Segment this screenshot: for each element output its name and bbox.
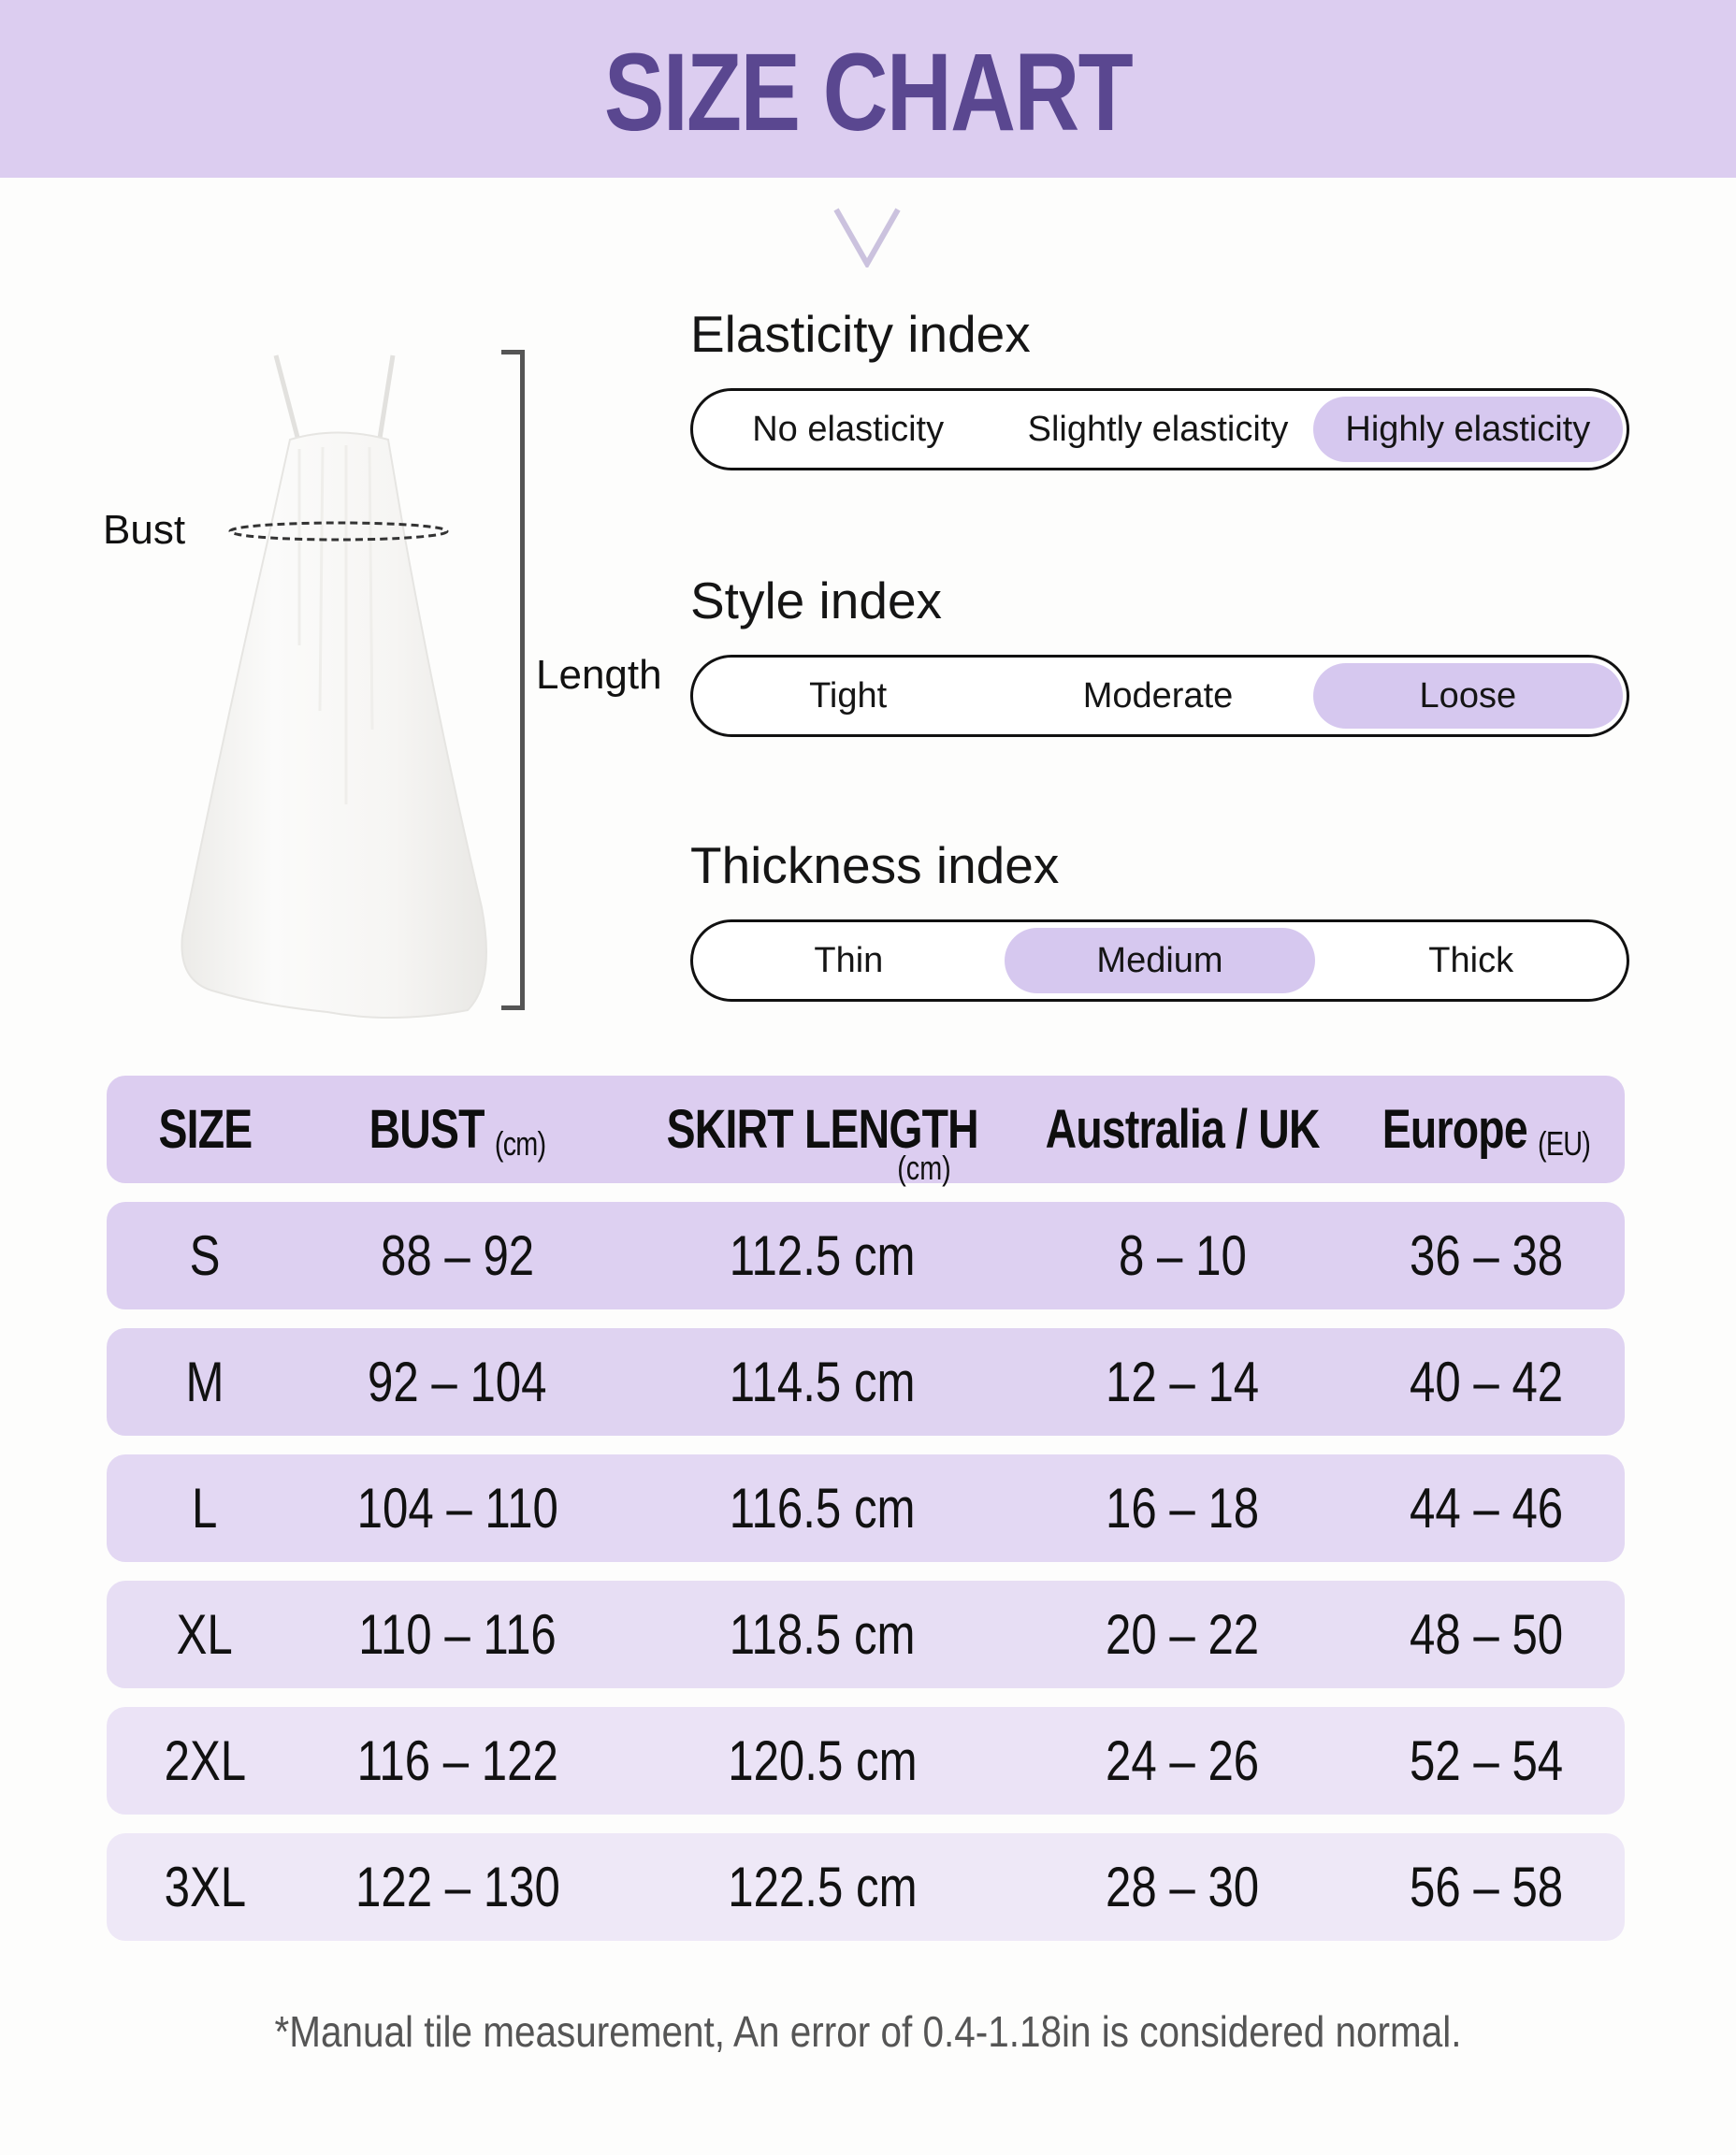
thickness-index-title: Thickness index (690, 836, 1060, 894)
cell-australia-uk: 20 – 22 (1105, 1603, 1260, 1666)
table-row (107, 1454, 1625, 1562)
header-europe-label: Europe (1382, 1099, 1527, 1160)
cell-europe: 40 – 42 (1409, 1351, 1564, 1413)
table-row (107, 1707, 1625, 1815)
page-title: SIZE CHART (603, 31, 1133, 154)
table-row (107, 1833, 1625, 1941)
size-table (107, 1076, 1625, 1960)
elasticity-index-title: Elasticity index (690, 305, 1031, 363)
option-moderate[interactable]: Moderate (1082, 675, 1234, 716)
header-australia-uk: Australia / UK (1045, 1099, 1320, 1160)
cell-skirt-length: 118.5 cm (729, 1603, 916, 1666)
cell-size: S (189, 1224, 221, 1287)
table-header (107, 1076, 1625, 1187)
bust-label: Bust (103, 507, 186, 553)
option-thin[interactable]: Thin (814, 940, 884, 980)
cell-size: 3XL (164, 1856, 246, 1918)
cell-europe: 52 – 54 (1409, 1729, 1564, 1792)
header-skirt-length-unit: (cm) (897, 1149, 951, 1187)
cell-bust: 104 – 110 (356, 1477, 558, 1540)
style-selector (690, 655, 1629, 737)
cell-size: 2XL (164, 1729, 246, 1792)
cell-skirt-length: 122.5 cm (727, 1856, 918, 1918)
cell-skirt-length: 120.5 cm (727, 1729, 918, 1792)
bust-measure-line (224, 514, 454, 548)
style-index (690, 571, 1629, 737)
thickness-index (690, 836, 1629, 1002)
cell-bust: 110 – 116 (358, 1603, 557, 1666)
elasticity-index (690, 305, 1629, 470)
table-row (107, 1328, 1625, 1436)
cell-skirt-length: 114.5 cm (729, 1351, 916, 1413)
measurement-footnote: *Manual tile measurement, An error of 0.4-1.18in is considered normal. (274, 2007, 1462, 2056)
header-size: SIZE (158, 1099, 252, 1160)
cell-bust: 88 – 92 (380, 1224, 535, 1287)
cell-australia-uk: 8 – 10 (1118, 1224, 1247, 1287)
cell-size: L (192, 1477, 218, 1540)
cell-europe: 56 – 58 (1409, 1856, 1564, 1918)
header-bust (369, 1098, 546, 1161)
option-highly-elasticity[interactable]: Highly elasticity (1313, 397, 1623, 462)
cell-bust: 122 – 130 (354, 1856, 560, 1918)
cell-size: XL (176, 1603, 234, 1666)
cell-australia-uk: 12 – 14 (1105, 1351, 1260, 1413)
cell-europe: 48 – 50 (1409, 1603, 1564, 1666)
cell-bust: 92 – 104 (368, 1351, 547, 1413)
option-tight[interactable]: Tight (809, 675, 888, 716)
header-europe-unit: (EU) (1538, 1124, 1591, 1163)
header-bust-unit: (cm) (494, 1124, 546, 1163)
cell-australia-uk: 28 – 30 (1105, 1856, 1260, 1918)
length-label: Length (536, 652, 662, 698)
table-row (107, 1581, 1625, 1688)
style-index-title: Style index (690, 571, 943, 629)
cell-australia-uk: 16 – 18 (1105, 1477, 1260, 1540)
cell-skirt-length: 112.5 cm (729, 1224, 916, 1287)
cell-australia-uk: 24 – 26 (1105, 1729, 1260, 1792)
option-thick[interactable]: Thick (1428, 940, 1514, 980)
cell-europe: 36 – 38 (1409, 1224, 1564, 1287)
option-loose[interactable]: Loose (1313, 663, 1623, 729)
title-banner (0, 0, 1736, 178)
header-europe (1382, 1098, 1590, 1161)
cell-size: M (185, 1351, 224, 1413)
header-skirt-length: SKIRT LENGTH (666, 1099, 978, 1160)
cell-bust: 116 – 122 (356, 1729, 558, 1792)
cell-skirt-length: 116.5 cm (729, 1477, 916, 1540)
chevron-down-icon (832, 206, 902, 268)
dress-image (159, 337, 514, 1020)
option-slightly-elasticity[interactable]: Slightly elasticity (1027, 409, 1289, 449)
option-medium[interactable]: Medium (1005, 928, 1316, 993)
table-row (107, 1202, 1625, 1309)
cell-europe: 44 – 46 (1409, 1477, 1564, 1540)
thickness-selector (690, 919, 1629, 1002)
length-bracket (501, 350, 525, 1010)
option-no-elasticity[interactable]: No elasticity (752, 409, 945, 449)
header-bust-label: BUST (369, 1099, 485, 1160)
elasticity-selector (690, 388, 1629, 470)
